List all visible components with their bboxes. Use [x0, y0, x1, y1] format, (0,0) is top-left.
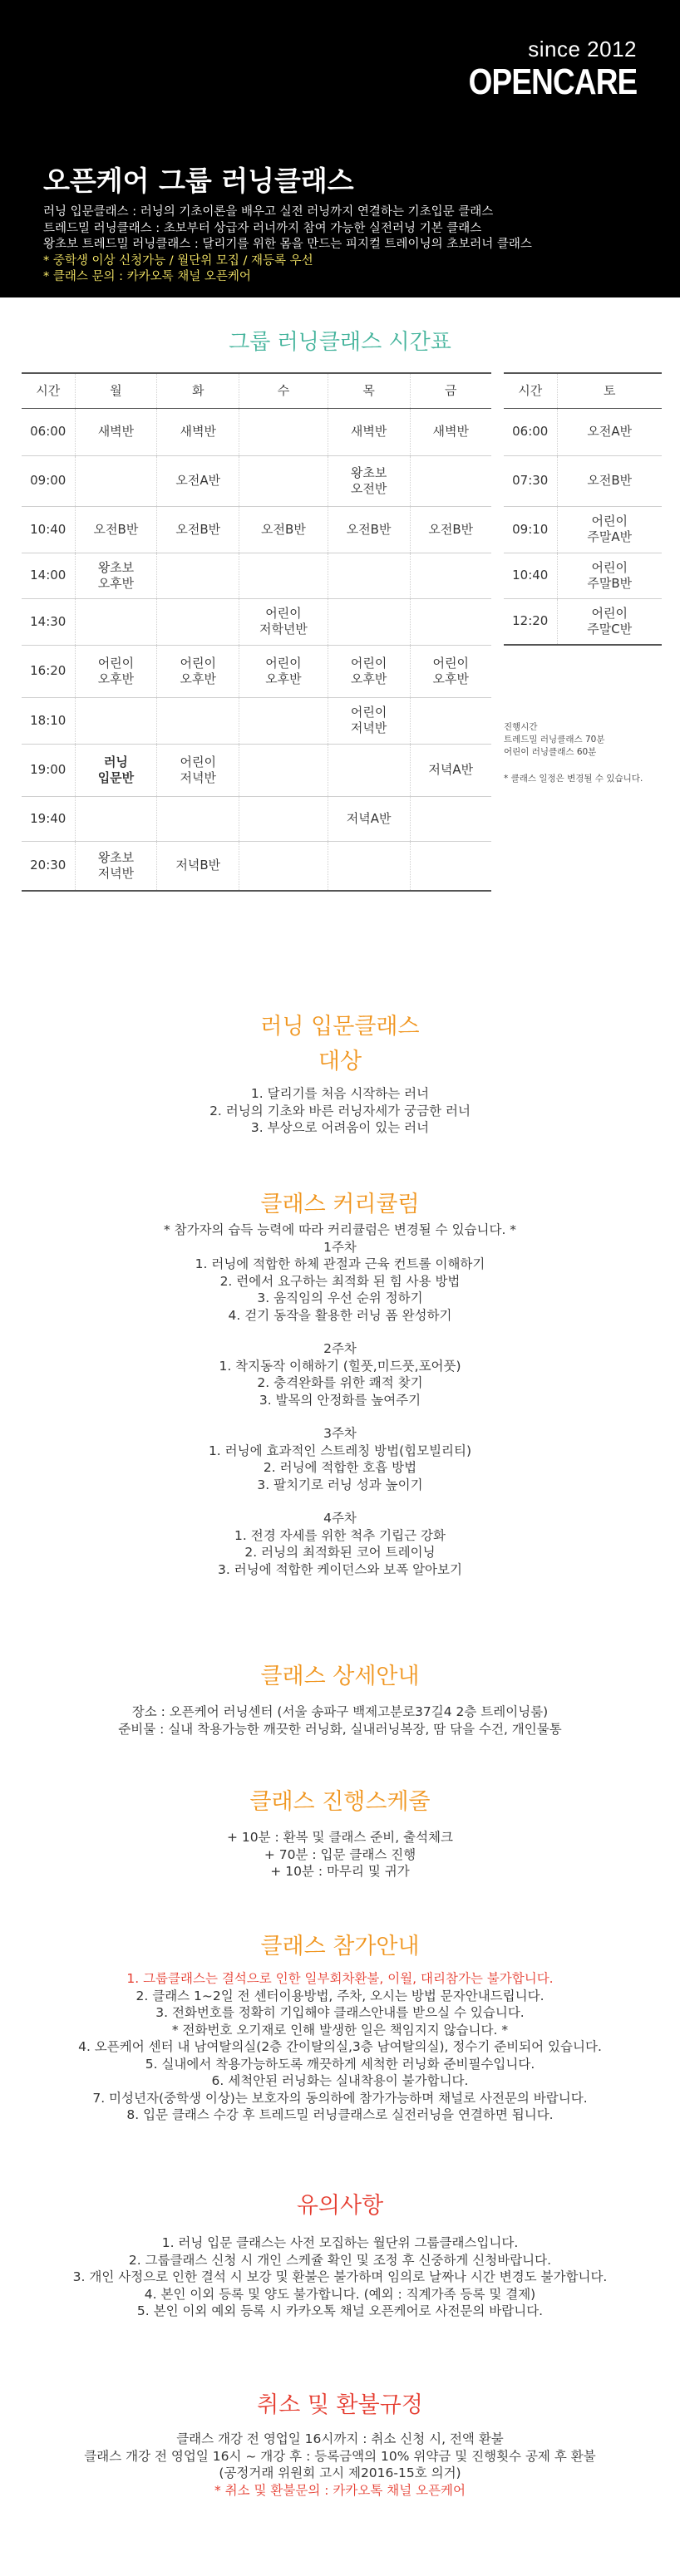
curriculum-note: * 참가자의 습득 능력에 따라 커리큘럼은 변경될 수 있습니다. * [163, 1222, 517, 1237]
list-item: 1. 달리기를 처음 시작하는 러너 [250, 1086, 430, 1101]
class-cell: 오전B반 [328, 506, 410, 553]
table-row [22, 506, 491, 553]
table-row [504, 553, 662, 598]
intro-section [0, 1012, 680, 1137]
timetable [0, 372, 680, 979]
time-cell: 09:00 [22, 455, 75, 506]
refund-contact: * 취소 및 환불문의 : 카카오톡 채널 오픈케어 [214, 2482, 466, 2498]
column-header: 화 [157, 373, 239, 408]
list-item: 3. 움직임의 우선 순위 정하기 [257, 1290, 423, 1305]
list-item: 4. 오픈케어 센터 내 남여탈의실(2층 간이탈의실,3층 남여탈의실), 정수기 준비되어 있습니다. [78, 2039, 602, 2054]
refund-section [0, 2391, 680, 2499]
table-row [22, 553, 491, 598]
class-cell: 새벽반 [410, 408, 491, 455]
progress-title: 클래스 진행스케줄 [249, 1789, 431, 1815]
class-cell: 오전A반 [557, 408, 662, 455]
time-cell: 14:00 [22, 553, 75, 598]
class-cell: 어린이 저녁반 [157, 744, 239, 796]
since-label: since 2012 [528, 37, 637, 61]
class-cell [239, 408, 328, 455]
details-body [0, 1703, 680, 1738]
class-cell: 오전B반 [410, 506, 491, 553]
column-header: 목 [328, 373, 410, 408]
refund-body [0, 2431, 680, 2499]
class-cell: 저녁A반 [328, 796, 410, 841]
caution-body [0, 2234, 680, 2320]
table-row [22, 455, 491, 506]
list-item: 3. 전화번호를 정확히 기입해야 클래스안내를 받으실 수 있습니다. [155, 2005, 525, 2020]
class-cell [328, 598, 410, 645]
class-cell: 오전B반 [157, 506, 239, 553]
week-title: 3주차 [323, 1426, 357, 1441]
caution-section [0, 2191, 680, 2320]
class-cell [75, 796, 157, 841]
table-row [22, 841, 491, 891]
class-cell: 어린이 주말C반 [557, 598, 662, 645]
time-cell: 19:40 [22, 796, 75, 841]
class-cell [410, 697, 491, 744]
class-cell [410, 841, 491, 891]
class-cell: 오전B반 [75, 506, 157, 553]
list-item: 4. 걷기 동작을 활용한 러닝 폼 완성하기 [228, 1307, 452, 1323]
participation-title: 클래스 참가안내 [260, 1934, 420, 1959]
class-cell [328, 744, 410, 796]
brand [436, 37, 637, 103]
time-cell: 12:20 [504, 598, 557, 645]
list-item: 2. 충격완화를 위한 쾌적 찾기 [257, 1375, 423, 1390]
list-item: 2. 그룹클래스 신청 시 개인 스케쥴 확인 및 조정 후 신중하게 신청바랍니다. [128, 2252, 552, 2268]
list-item: 2. 러닝의 최적화된 코어 트레이닝 [244, 1545, 436, 1560]
details-line: 준비물 : 실내 착용가능한 깨끗한 러닝화, 실내러닝복장, 땀 닦을 수건, 개인물통 [118, 1721, 562, 1737]
time-cell: 10:40 [22, 506, 75, 553]
progress-line: + 10분 : 마무리 및 귀가 [270, 1864, 410, 1879]
duration-info [504, 721, 670, 759]
class-cell [157, 553, 239, 598]
header-description [43, 204, 532, 286]
class-cell: 어린이 저학년반 [239, 598, 328, 645]
class-cell [157, 598, 239, 645]
list-item: 1. 러닝에 적합한 하체 관절과 근육 컨트롤 이해하기 [195, 1256, 485, 1271]
class-cell: 왕초보 저녁반 [75, 841, 157, 891]
list-item: 1. 전경 자세를 위한 척추 기립근 강화 [234, 1527, 446, 1543]
list-item: 8. 입문 클래스 수강 후 트레드밀 러닝클래스로 실전러닝을 연결하면 됩니다. [126, 2107, 554, 2122]
progress-line: + 10분 : 환복 및 클래스 준비, 출석체크 [227, 1830, 453, 1845]
column-header: 월 [75, 373, 157, 408]
class-cell [75, 455, 157, 506]
list-item: 3. 팔치기로 러닝 성과 높이기 [257, 1477, 423, 1492]
page-title: 오픈케어 그룹 러닝클래스 [43, 165, 354, 197]
column-header: 금 [410, 373, 491, 408]
time-cell: 07:30 [504, 455, 557, 506]
time-cell: 16:20 [22, 645, 75, 697]
class-cell: 왕초보 오후반 [75, 553, 157, 598]
week-title: 4주차 [323, 1511, 357, 1526]
logo: OPENCARE [468, 61, 637, 102]
list-item: 2. 런에서 요구하는 최적화 된 힘 사용 방법 [219, 1273, 461, 1289]
header-note: * 중학생 이상 신청가능 / 월단위 모집 / 재등록 우선 [43, 253, 313, 268]
list-item: * 전화번호 오기재로 인해 발생한 일은 책임지지 않습니다. * [171, 2022, 509, 2038]
class-cell: 새벽반 [328, 408, 410, 455]
class-cell: 오전B반 [239, 506, 328, 553]
table-row [22, 796, 491, 841]
list-item: 5. 본인 이외 예외 등록 시 카카오톡 채널 오픈케어로 사전문의 바랍니다. [136, 2303, 544, 2318]
list-item: 3. 러닝에 적합한 케이던스와 보폭 알아보기 [218, 1561, 462, 1577]
class-cell [328, 553, 410, 598]
class-cell: 새벽반 [75, 408, 157, 455]
class-cell: 왕초보 오전반 [328, 455, 410, 506]
duration-line: 트레드밀 러닝클래스 70분 [504, 735, 605, 745]
class-cell [239, 796, 328, 841]
list-item: 3. 부상으로 어려움이 있는 러너 [250, 1120, 430, 1135]
time-cell: 06:00 [22, 408, 75, 455]
refund-title: 취소 및 환불규정 [257, 2392, 423, 2418]
class-cell: 어린이 오후반 [410, 645, 491, 697]
class-cell: 어린이 오후반 [75, 645, 157, 697]
table-row [22, 744, 491, 796]
class-cell [410, 796, 491, 841]
table-row [504, 455, 662, 506]
class-cell: 러닝 입문반 [75, 744, 157, 796]
class-cell [239, 744, 328, 796]
column-header: 토 [557, 373, 662, 408]
participation-warning: 1. 그룹클래스는 결석으로 인한 일부회차환불, 이월, 대리참가는 불가합니다. [126, 1971, 554, 1986]
schedule-note: * 클래스 일정은 변경될 수 있습니다. [504, 774, 643, 784]
list-item: 1. 러닝에 효과적인 스트레칭 방법(힙모빌리티) [208, 1443, 472, 1458]
class-cell [157, 796, 239, 841]
list-item: 3. 개인 사정으로 인한 결석 시 보강 및 환불은 불가하며 임의로 날짜나 시간 변경도 불가합니다. [72, 2269, 608, 2284]
duration-line: 어린이 러닝클래스 60분 [504, 747, 597, 757]
class-cell [239, 841, 328, 891]
table-row [22, 408, 491, 455]
class-cell [328, 841, 410, 891]
table-row [504, 506, 662, 553]
refund-line: 클래스 개강 전 영업일 16시까지 : 취소 신청 시, 전액 환불 [176, 2431, 504, 2446]
details-section [0, 1662, 680, 1738]
class-cell: 저녁B반 [157, 841, 239, 891]
class-cell: 새벽반 [157, 408, 239, 455]
participation-section [0, 1932, 680, 2124]
column-header: 시간 [504, 373, 557, 408]
header-note: * 클래스 문의 : 카카오톡 채널 오픈케어 [43, 270, 251, 283]
header-line: 왕초보 트레드밀 러닝클래스 : 달리기를 위한 몸을 만드는 피지컬 트레이닝의 초보러너 클래스 [43, 238, 532, 251]
progress-section [0, 1787, 680, 1880]
class-cell [239, 553, 328, 598]
class-cell: 어린이 주말B반 [557, 553, 662, 598]
intro-title: 러닝 입문클래스 [260, 1014, 420, 1040]
class-cell: 어린이 오후반 [157, 645, 239, 697]
class-cell: 오전B반 [557, 455, 662, 506]
list-item: 4. 본인 이외 등록 및 양도 불가합니다. (예외 : 직계가족 등록 및 결제) [144, 2286, 536, 2302]
refund-line: 클래스 개강 전 영업일 16시 ~ 개강 후 : 등록금액의 10% 위약금 및 진행횟수 공제 후 환불 [84, 2448, 596, 2464]
table-row [22, 598, 491, 645]
progress-body [0, 1829, 680, 1880]
table-row [504, 408, 662, 455]
header-line: 트레드밀 러닝클래스 : 초보부터 상급자 러너까지 참여 가능한 실전러닝 기본 클래스 [43, 221, 482, 235]
details-line: 장소 : 오픈케어 러닝센터 (서울 송파구 백제고분로37길4 2층 트레이닝룸) [131, 1704, 549, 1719]
time-cell: 20:30 [22, 841, 75, 891]
class-cell: 저녁A반 [410, 744, 491, 796]
list-item: 6. 세척안된 러닝화는 실내착용이 불가합니다. [211, 2073, 469, 2088]
week-title: 1주차 [323, 1239, 357, 1255]
list-item: 7. 미성년자(중학생 이상)는 보호자의 동의하에 참가가능하며 채널로 사전문의 바랍니다. [92, 2090, 588, 2106]
refund-line: (공정거래 위원회 고시 제2016-15호 의거) [219, 2465, 461, 2480]
class-cell [239, 455, 328, 506]
progress-line: + 70분 : 입문 클래스 진행 [264, 1846, 416, 1862]
class-cell [75, 697, 157, 744]
class-cell [75, 598, 157, 645]
table-row [504, 598, 662, 645]
time-cell: 18:10 [22, 697, 75, 744]
saturday-table [504, 372, 662, 646]
class-cell: 오전A반 [157, 455, 239, 506]
class-cell: 어린이 저녁반 [328, 697, 410, 744]
time-cell: 14:30 [22, 598, 75, 645]
class-cell [410, 598, 491, 645]
header-banner [0, 0, 680, 297]
time-cell: 10:40 [504, 553, 557, 598]
table-row [22, 697, 491, 744]
table-header-row [22, 373, 491, 408]
list-item: 1. 착지동작 이해하기 (힐풋,미드풋,포어풋) [219, 1358, 461, 1374]
time-cell: 19:00 [22, 744, 75, 796]
class-cell [410, 455, 491, 506]
curriculum-title: 클래스 커리큘럼 [260, 1192, 420, 1217]
caution-title: 유의사항 [296, 2193, 384, 2219]
list-item: 2. 클래스 1~2일 전 센터이용방법, 주차, 오시는 방법 문자안내드립니다. [136, 1988, 544, 2003]
week-title: 2주차 [323, 1341, 357, 1356]
class-cell: 어린이 주말A반 [557, 506, 662, 553]
time-cell: 09:10 [504, 506, 557, 553]
weekday-table [22, 372, 491, 892]
class-cell [157, 697, 239, 744]
table-row [22, 645, 491, 697]
class-cell: 어린이 오후반 [239, 645, 328, 697]
curriculum-body [0, 1222, 680, 1578]
class-cell [410, 553, 491, 598]
header-line: 러닝 입문클래스 : 러닝의 기초이론을 배우고 실전 러닝까지 연결하는 기초입문 클래스 [43, 205, 494, 219]
time-cell: 06:00 [504, 408, 557, 455]
timetable-title: 그룹 러닝클래스 시간표 [229, 330, 451, 355]
list-item: 1. 러닝 입문 클래스는 사전 모집하는 월단위 그룹클래스입니다. [161, 2235, 519, 2250]
list-item: 2. 러닝의 기초와 바른 러닝자세가 궁금한 러너 [209, 1103, 471, 1118]
list-item: 5. 실내에서 착용가능하도록 깨끗하게 세척한 러닝화 준비필수입니다. [145, 2056, 535, 2072]
duration-title: 진행시간 [504, 722, 538, 732]
target-title: 대상 [318, 1049, 362, 1074]
participation-body [0, 1970, 680, 2124]
column-header: 시간 [22, 373, 75, 408]
class-cell: 어린이 오후반 [328, 645, 410, 697]
class-cell [239, 697, 328, 744]
list-item: 2. 러닝에 적합한 호흡 방법 [263, 1460, 417, 1475]
details-title: 클래스 상세안내 [260, 1664, 420, 1689]
table-header-row [504, 373, 662, 408]
column-header: 수 [239, 373, 328, 408]
target-list [0, 1085, 680, 1137]
list-item: 3. 발목의 안정화를 높여주기 [259, 1392, 421, 1408]
curriculum-section [0, 1190, 680, 1578]
